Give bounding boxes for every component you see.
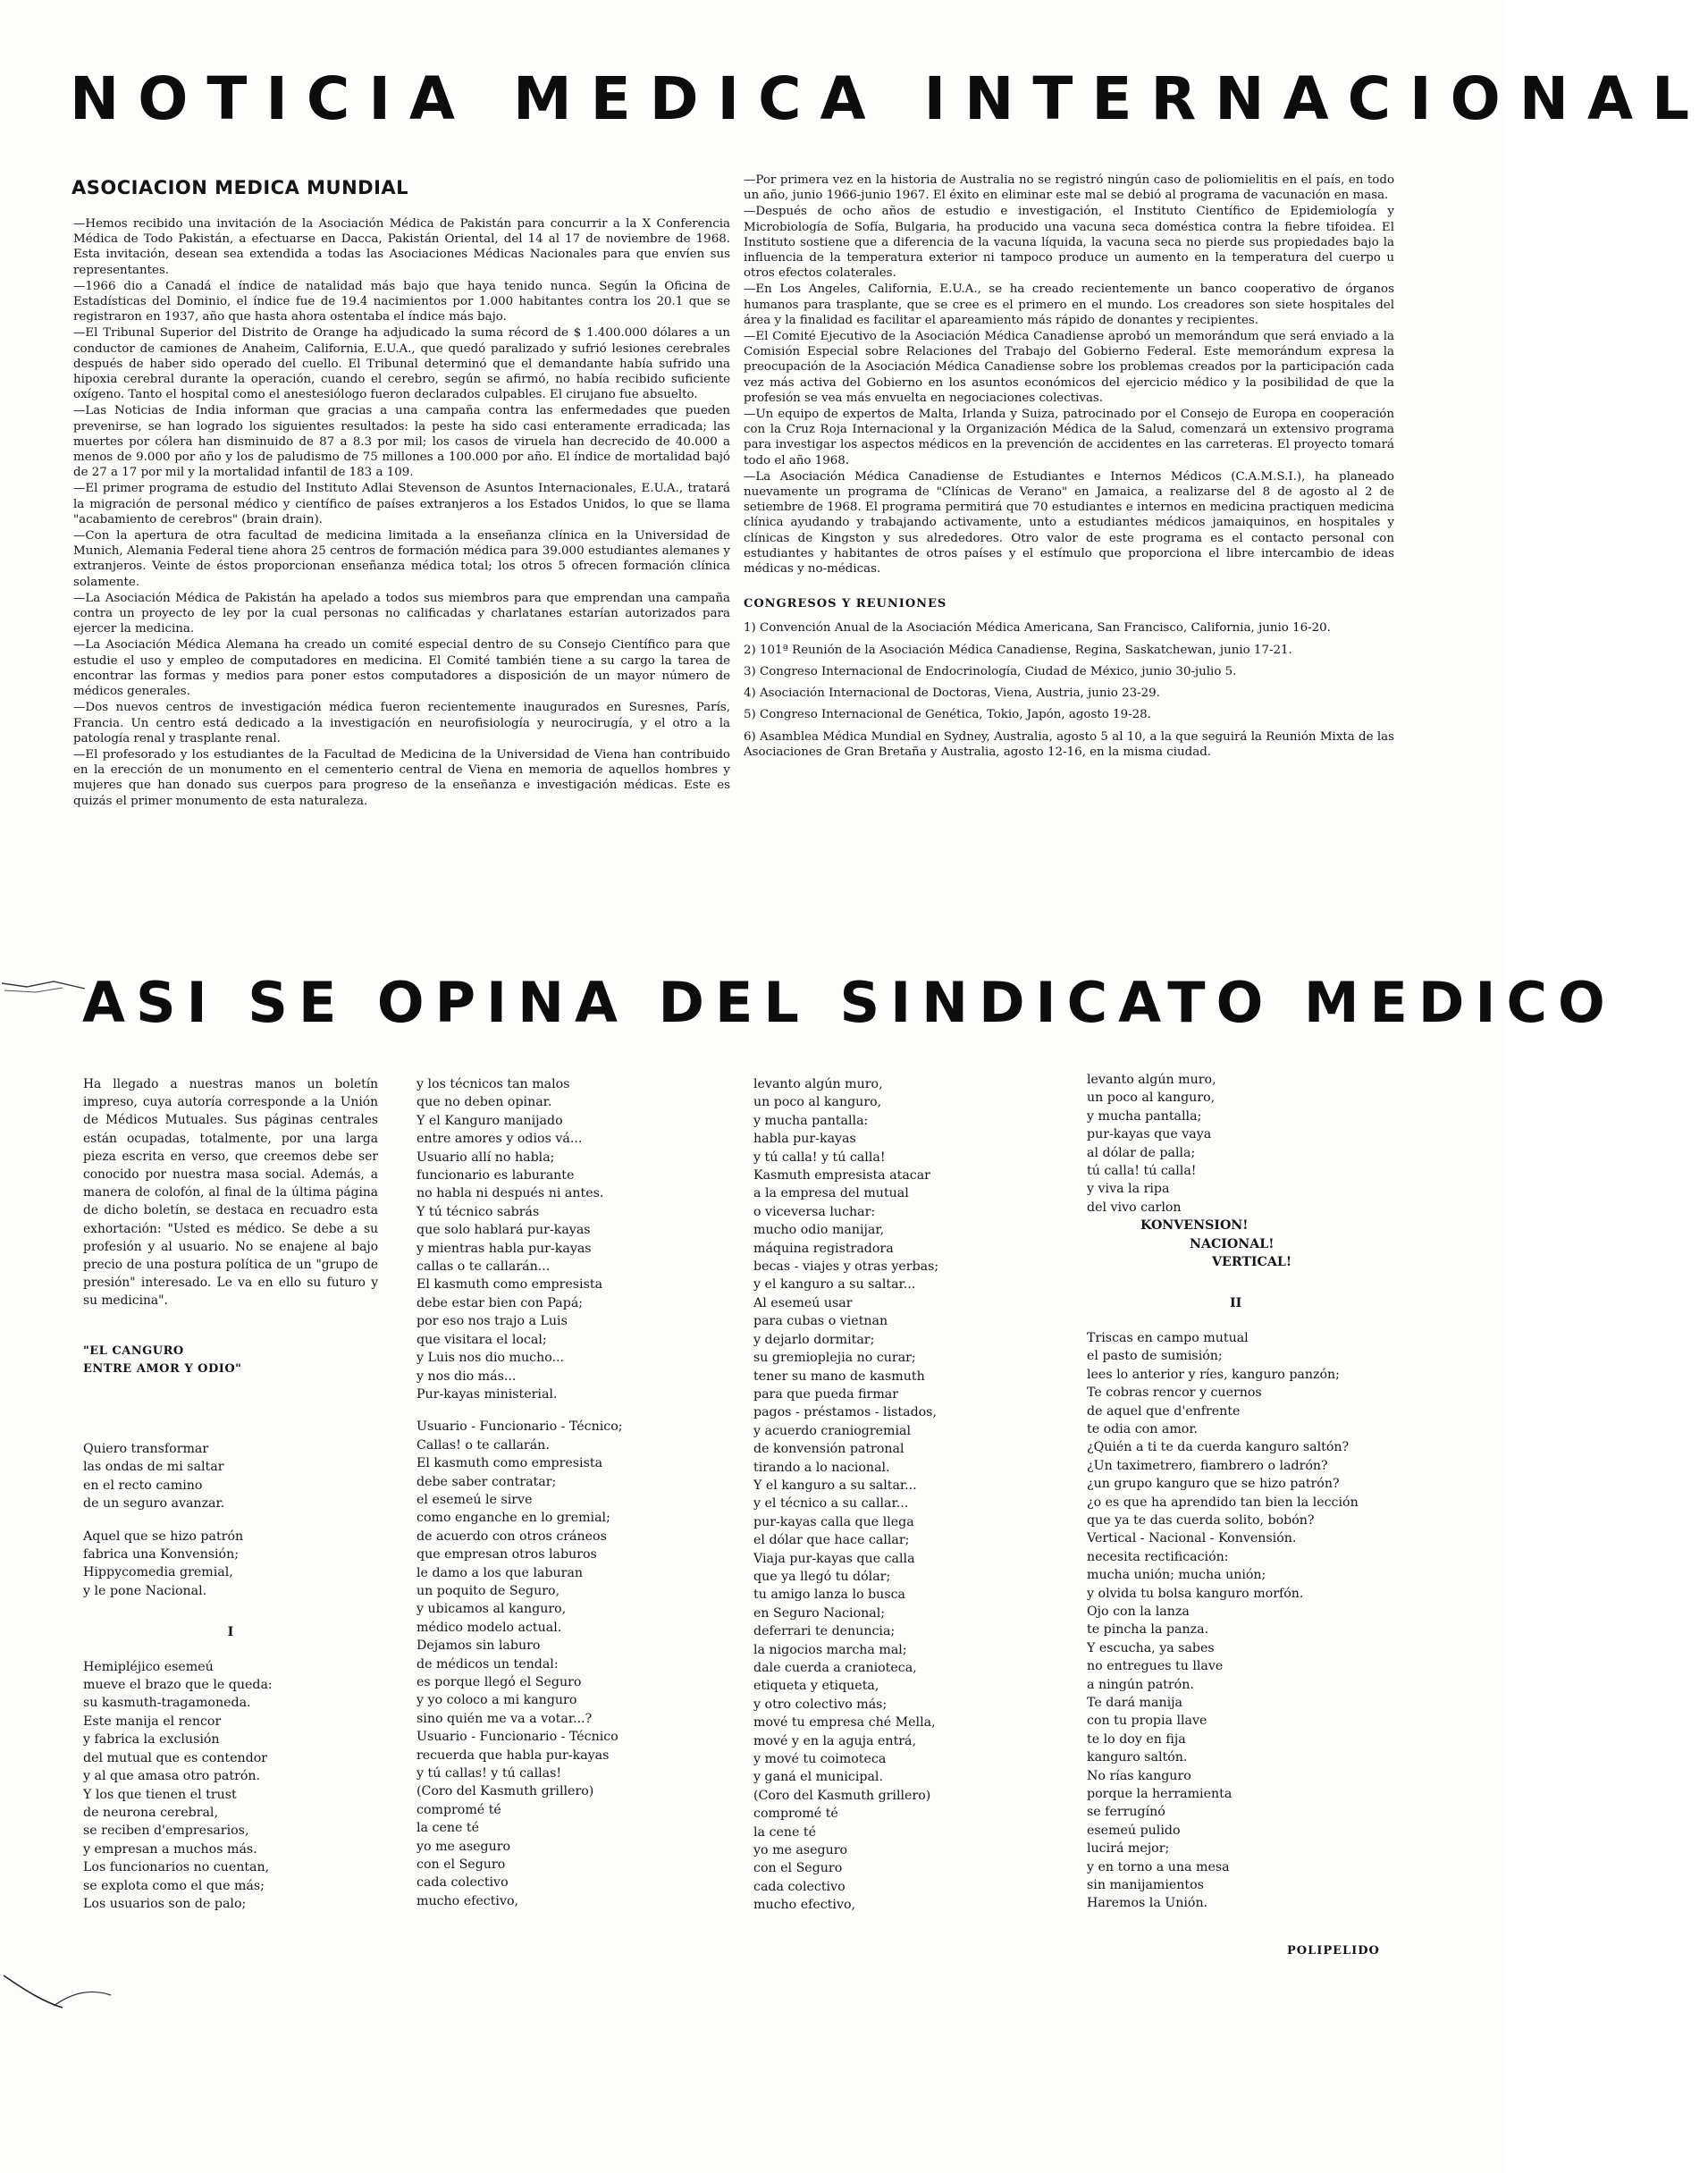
poem-line: cada colectivo — [416, 1875, 509, 1891]
article-title: ASI SE OPINA DEL SINDICATO MEDICO — [82, 970, 1616, 1035]
stanza — [753, 1075, 1048, 1915]
poem-line: del vivo carlon — [1087, 1200, 1182, 1215]
poem-line: debe saber contratar; — [416, 1474, 557, 1489]
news-paragraph: —El Comité Ejecutivo de la Asociación Médica Canadiense aprobó un memorándum que será enviado a la Comisión Especial sobre Relaciones del Trabajo del Gobierno Federal. Este memorándum expresa la preocupación de la Asociación Médica Canadiense sobre los problemas creados por la participación cada vez más activa del Gobierno en los asuntos económicos del ejercicio médico y la posibilidad de que la profesión se vea más envuelta en negociaciones colectivas. — [744, 330, 1394, 405]
poem-line: cada colectivo — [753, 1879, 846, 1894]
poem-line: dale cuerda a cranioteca, — [753, 1661, 917, 1675]
poem-line: un poco al kanguro, — [1087, 1091, 1216, 1106]
stanza — [83, 1658, 378, 1914]
poem-line: la cene té — [416, 1821, 479, 1836]
poem-line: Los funcionarios no cuentan, — [83, 1860, 270, 1875]
shout-line: NACIONAL! — [1190, 1236, 1275, 1251]
poem-line: mucho efectivo, — [416, 1893, 519, 1908]
poem-line: lucirá mejor; — [1087, 1841, 1170, 1857]
poem-line: que solo hablará pur-kayas — [416, 1223, 591, 1238]
poem-line: se explota como el que más; — [83, 1878, 265, 1893]
news-right-paragraphs — [744, 173, 1394, 577]
poem-line: ¿un grupo kanguro que se hizo patrón? — [1087, 1477, 1340, 1492]
poem-line: y fabrica la exclusión — [83, 1732, 220, 1748]
poem-line: lees lo anterior y ríes, kanguro panzón; — [1087, 1367, 1340, 1382]
poem-line: yo me aseguro — [416, 1839, 511, 1854]
poem-line: Usuario allí no habla; — [416, 1150, 555, 1165]
poem-line: no entregues tu llave — [1087, 1659, 1224, 1674]
poem-line: máquina registradora — [753, 1241, 894, 1256]
news-paragraph: —La Asociación Médica Alemana ha creado un comité especial dentro de su Consejo Científico para que estudie el uso y empleo de computadores en medicina. El Comité también tiene a su cargo la tarea de encontrar las formas y medios para poner estos computadores a disposición de un mayor número de médicos generales. — [73, 638, 730, 699]
poem-line: Este manija el rencor — [83, 1714, 222, 1729]
news-paragraph: —El Tribunal Superior del Distrito de Orange ha adjudicado la suma récord de $ 1.400.000 dólares a un conductor de camiones de Anaheim, California, E.U.A., que quedó paralizado y sufrió lesiones cerebrales después de haber sido operado del cuello. El Tribunal determinó que el demandante había sufrido una hipoxia cerebral durante la operación, cuando el cerebro, según se afirmó, no había recibido suficiente oxígeno. Tanto el hospital como el anestesiólogo fueron declarados culpables. El cirujano fue absuelto. — [73, 326, 730, 402]
poem-line: pur-kayas calla que llega — [753, 1514, 914, 1529]
poem-line: a ningún patrón. — [1087, 1677, 1194, 1692]
poem-line: en Seguro Nacional; — [753, 1605, 886, 1621]
poem-line: y en torno a una mesa — [1087, 1859, 1230, 1874]
congreso-item: 3) Congreso Internacional de Endocrinología, Ciudad de México, junio 30-julio 5. — [744, 664, 1237, 678]
poem-line: debe estar bien con Papá; — [416, 1295, 584, 1310]
poem-line: y nos dio más... — [416, 1369, 517, 1384]
poem-line: y Luis nos dio mucho... — [416, 1351, 565, 1366]
poem-line: habla pur-kayas — [753, 1132, 856, 1147]
section-numeral: I — [227, 1625, 234, 1640]
poem-line: levanto algún muro, — [753, 1077, 883, 1091]
section-numeral: II — [1230, 1296, 1242, 1311]
poem-line: su kasmuth-tragamoneda. — [83, 1696, 251, 1711]
congreso-item: 6) Asamblea Médica Mundial en Sydney, Australia, agosto 5 al 10, a la que seguirá la Reunión Mixta de las Asociaciones de Gran Bretaña y Australia, agosto 12-16, en la misma ciudad. — [744, 729, 1394, 759]
poem-line: funcionario es laburante — [416, 1168, 575, 1183]
poem-line: tu amigo lanza lo busca — [753, 1588, 906, 1603]
poem-line: con tu propia llave — [1087, 1714, 1207, 1729]
poem-line: Haremos la Unión. — [1087, 1896, 1208, 1911]
poem-line: Ojo con la lanza — [1087, 1604, 1190, 1619]
poem-column-3 — [753, 1075, 1048, 1915]
poem-line: que empresan otros laburos — [416, 1547, 597, 1562]
stanza — [416, 1075, 711, 1403]
poem-line: con el Seguro — [416, 1857, 506, 1873]
poem-line: del mutual que es contendor — [83, 1750, 268, 1765]
news-paragraph: —Después de ocho años de estudio e investigación, el Instituto Científico de Epidemiología y Microbiología de Sofía, Bulgaria, ha producido una vacuna seca doméstica contra la fiebre tifoidea. El Instituto sostiene que a diferencia de la vacuna líquida, la vacuna seca no pierde sus propiedades bajo la influencia de la temperatura exterior ni tampoco produce un aumento en la temperatura del cuerpo u otros efectos colaterales. — [744, 205, 1394, 281]
poem-line: mueve el brazo que le queda: — [83, 1678, 273, 1693]
poem-line: Usuario - Funcionario - Técnico — [416, 1730, 618, 1745]
poem-line: su gremioplejia no curar; — [753, 1351, 916, 1366]
poem-column-1 — [83, 1440, 378, 1913]
poem-line: Aquel que se hizo patrón — [83, 1529, 244, 1544]
poem-line: No rías kanguro — [1087, 1768, 1191, 1783]
poem-line: es porque llegó el Seguro — [416, 1675, 582, 1689]
congreso-item: 5) Congreso Internacional de Genética, Tokio, Japón, agosto 19-28. — [744, 708, 1151, 722]
news-paragraph: —En Los Angeles, California, E.U.A., se ha creado recientemente un banco cooperativo de órganos humanos para trasplante, que se cree es el primero en el mundo. Los creadores son siete hospitales del área y la finalidad es facilitar el apareamiento más rápido de donantes y recipientes. — [744, 282, 1394, 327]
congresos-heading: CONGRESOS Y REUNIONES — [744, 597, 947, 611]
poem-line: entre amores y odios vá... — [416, 1132, 583, 1147]
poem-line: y el técnico a su callar... — [753, 1496, 909, 1512]
poem-line: y yo coloco a mi kanguro — [416, 1693, 577, 1708]
poem-line: te odia con amor. — [1087, 1421, 1199, 1436]
poem-line: te lo doy en fija — [1087, 1731, 1186, 1747]
poem-line: mucho odio manijar, — [753, 1223, 885, 1238]
poem-line: y otro colectivo más; — [753, 1697, 888, 1712]
poem-line: mucha unión; mucha unión; — [1087, 1568, 1266, 1583]
poem-line: de konvensión patronal — [753, 1442, 904, 1457]
poem-line: Y tú técnico sabrás — [416, 1204, 540, 1219]
poem-line: al dólar de palla; — [1087, 1145, 1196, 1160]
news-column-left — [73, 216, 730, 810]
stanza — [1087, 1329, 1426, 1913]
poem-line: Dejamos sin laburo — [416, 1638, 541, 1654]
poem-line: te pincha la panza. — [1087, 1622, 1209, 1638]
poem-line: y viva la ripa — [1087, 1182, 1170, 1197]
poem-line: Vertical - Nacional - Konvensión. — [1087, 1531, 1297, 1546]
congresos-list — [744, 620, 1394, 759]
poem-line: se reciben d'empresarios, — [83, 1823, 249, 1839]
shout-line: VERTICAL! — [1212, 1255, 1292, 1270]
poem-line: recuerda que habla pur-kayas — [416, 1748, 610, 1763]
poem-line: y los técnicos tan malos — [416, 1077, 570, 1091]
news-paragraph: —Con la apertura de otra facultad de medicina limitada a la enseñanza clínica en la Universidad de Munich, Alemania Federal tiene ahora 25 centros de formación médica para 39.000 estudiantes alemanes y extranjeros. Veinte de éstos proporcionan enseñanza médica total; los otros 5 ofrecen formación clínica solamente. — [73, 529, 730, 589]
congreso-item: 2) 101ª Reunión de la Asociación Médica Canadiense, Regina, Saskatchewan, junio 17-21. — [744, 643, 1292, 657]
poem-line: levanto algún muro, — [1087, 1073, 1216, 1087]
poem-line: tener su mano de kasmuth — [753, 1369, 925, 1384]
poem-line: yo me aseguro — [753, 1843, 848, 1858]
poem-line: para que pueda firmar — [753, 1386, 899, 1402]
poem-line: esemeú pulido — [1087, 1823, 1181, 1838]
poem-line: Quiero transformar — [83, 1442, 209, 1456]
poem-line: Callas! o te callarán. — [416, 1437, 550, 1453]
news-paragraph: —Dos nuevos centros de investigación médica fueron recientemente inaugurados en Suresnes, París, Francia. Un centro está dedicado a la investigación en neurofisiología y neurocirugía, y el otro a la patología renal y trasplante renal. — [73, 701, 730, 745]
poem-line: Y el Kanguro manijado — [416, 1113, 563, 1128]
poem-line: y le pone Nacional. — [83, 1583, 207, 1598]
poem-line: el dólar que hace callar; — [753, 1533, 910, 1548]
poem-line: (Coro del Kasmuth grillero) — [753, 1788, 931, 1803]
poem-line: la nigocios marcha mal; — [753, 1642, 907, 1657]
poem-line: la cene té — [753, 1824, 816, 1840]
poem-line: kanguro saltón. — [1087, 1750, 1188, 1765]
poem-line: y tú calla! y tú calla! — [753, 1150, 886, 1165]
poem-line: Hippycomedia gremial, — [83, 1565, 233, 1580]
poem-line: porque la herramienta — [1087, 1787, 1233, 1802]
poem-line: le damo a los que laburan — [416, 1565, 584, 1580]
poem-line: y ganá el municipal. — [753, 1770, 883, 1785]
poem-title-line: ENTRE AMOR Y ODIO" — [83, 1361, 242, 1376]
author-signature: POLIPELIDO — [1287, 1944, 1380, 1958]
poem-line: y mientras habla pur-kayas — [416, 1241, 592, 1256]
poem-line: pagos - préstamos - listados, — [753, 1405, 937, 1420]
poem-line: ¿o es que ha aprendido tan bien la lección — [1087, 1495, 1359, 1510]
ink-scratch-mark — [0, 974, 89, 1010]
poem-column-4 — [1087, 1071, 1426, 1913]
poem-line: ¿Quién a ti te da cuerda kanguro saltón? — [1087, 1440, 1350, 1455]
poem-line: como enganche en lo gremial; — [416, 1511, 610, 1526]
poem-line: un poco al kanguro, — [753, 1095, 882, 1110]
poem-line: necesita rectificación: — [1087, 1549, 1229, 1564]
ink-scratch-mark — [0, 1949, 125, 2011]
poem-line: las ondas de mi saltar — [83, 1460, 224, 1475]
congreso-item: 4) Asociación Internacional de Doctoras, Viena, Austria, junio 23-29. — [744, 686, 1160, 701]
poem-line: pur-kayas que vaya — [1087, 1127, 1212, 1142]
news-paragraph: —Hemos recibido una invitación de la Asociación Médica de Pakistán para concurrir a la X Conferencia Médica de Todo Pakistán, a efectuarse en Dacca, Pakistán Oriental, del 14 al 17 de noviembre de 1968. Esta invitación, desean sea extendida a todas las Asociaciones Médicas Nacionales para que envíen sus representantes. — [73, 217, 730, 277]
poem-line: El kasmuth como empresista — [416, 1456, 603, 1471]
poem-column-2 — [416, 1075, 711, 1910]
poem-line: y ubicamos al kanguro, — [416, 1602, 567, 1617]
news-paragraph: —Por primera vez en la historia de Australia no se registró ningún caso de poliomielitis en el país, en todo un año, junio 1966-junio 1967. El éxito en eliminar este mal se debió al programa de vacunación en masa. — [744, 173, 1394, 203]
stanza — [83, 1440, 378, 1513]
poem-line: que ya te das cuerda solito, bobón? — [1087, 1512, 1315, 1528]
news-paragraph: —La Asociación Médica de Pakistán ha apelado a todos sus miembros para que emprendan una campaña contra un proyecto de ley por la cual personas no calificadas y charlatanes estarían autorizados para ejercer la medicina. — [73, 591, 730, 636]
poem-line: mové tu empresa ché Mella, — [753, 1715, 936, 1731]
poem-line: ¿Un taximetrero, fiambrero o ladrón? — [1087, 1458, 1328, 1473]
intro-text: Ha llegado a nuestras manos un boletín impreso, cuya autoría corresponde a la Unión de Médicos Mutuales. Sus páginas centrales están ocupadas, totalmente, por una larga pieza escrita en verso, que creemos debe ser conocido por nuestra masa social. Además, a manera de colofón, al final de la última página de dicho boletín, se destaca en recuadro esta exhortación: "Usted es médico. Se debe a su profesión y al usuario. No se enajene al bajo precio de una postura política de un "grupo de presión" interesado. Le va en ello su futuro y su medicina". — [83, 1077, 378, 1309]
poem-line: de médicos un tendal: — [416, 1656, 559, 1672]
poem-line: o viceversa luchar: — [753, 1204, 876, 1219]
poem-line: por eso nos trajo a Luis — [416, 1314, 568, 1329]
poem-line: y el kanguro a su saltar... — [753, 1277, 916, 1293]
poem-line: médico modelo actual. — [416, 1620, 562, 1635]
news-paragraph: —El profesorado y los estudiantes de la Facultad de Medicina de la Universidad de Viena han contribuido en la erección de un monumento en el cementerio central de Viena en memoria de aquellos hombres y mujeres que han donado sus cuerpos para progreso de la enseñanza e investigación médicas. Este es quizás el primer monumento de esta naturaleza. — [73, 747, 730, 808]
poem-line: a la empresa del mutual — [753, 1186, 909, 1201]
congreso-item: 1) Convención Anual de la Asociación Médica Americana, San Francisco, California, junio 16-20. — [744, 621, 1331, 636]
poem-line: El kasmuth como empresista — [416, 1277, 603, 1293]
poem-line: que ya llegó tu dólar; — [753, 1569, 891, 1584]
poem-line: Te cobras rencor y cuernos — [1087, 1385, 1262, 1401]
poem-line: (Coro del Kasmuth grillero) — [416, 1784, 594, 1799]
news-paragraph: —Las Noticias de India informan que gracias a una campaña contra las enfermedades que pueden prevenirse, se han logrado los siguientes resultados: la peste ha sido casi enteramente erradicada; las muertes por cólera han disminuido de 87 a 8.3 por mil; los casos de viruela han decrecido de 40.000 a menos de 9.000 por año y los de paludismo de 75 millones a 100.000 por año. El índice de mortalidad bajó de 27 a 17 por mil y la mortalidad infantil de 183 a 109. — [73, 404, 730, 480]
poem-line: Triscas en campo mutual — [1087, 1330, 1249, 1345]
poem-line: de aquel que d'enfrente — [1087, 1403, 1241, 1419]
poem-line: con el Seguro — [753, 1861, 843, 1876]
poem-line: para cubas o vietnan — [753, 1314, 888, 1329]
poem-line: y mové tu coimoteca — [753, 1752, 887, 1767]
poem-line: etiqueta y etiqueta, — [753, 1679, 879, 1694]
poem-line: un poquito de Seguro, — [416, 1583, 560, 1598]
poem-line: y empresan a muchos más. — [83, 1841, 257, 1857]
poem-line: Usuario - Funcionario - Técnico; — [416, 1419, 623, 1435]
poem-line: y tú callas! y tú callas! — [416, 1766, 562, 1781]
poem-line: de un seguro avanzar. — [83, 1496, 225, 1512]
article-intro — [83, 1075, 378, 1378]
poem-line: Los usuarios son de palo; — [83, 1896, 247, 1911]
news-paragraph: —La Asociación Médica Canadiense de Estudiantes e Internos Médicos (C.A.M.S.I.), ha planeado nuevamente un programa de "Clínicas de Verano" en Jamaica, a realizarse del 8 de agosto al 2 de setiembre de 1968. El programa permitirá que 70 estudiantes e internos en medicina practiquen medicina clínica ayudando y trabajando activamente, unto a estudiantes médicos jamaiquinos, en hospitales y clínicas de Kingston y sus alrededores. Otro valor de este programa es el contacto personal con estudiantes y habitantes de otros países y el estímulo que proporciona el libre intercambio de ideas médicas y no-médicas. — [744, 469, 1394, 577]
poem-line: deferrari te denuncia; — [753, 1624, 896, 1639]
section-heading: ASOCIACION MEDICA MUNDIAL — [72, 177, 409, 198]
poem-line: tirando a lo nacional. — [753, 1460, 890, 1475]
poem-line: Pur-kayas ministerial. — [416, 1386, 558, 1402]
poem-line: y mucha pantalla: — [753, 1113, 869, 1128]
shout-line: KONVENSION! — [1140, 1218, 1249, 1234]
poem-line: Hemipléjico esemeú — [83, 1659, 214, 1674]
poem-line: Al esemeú usar — [753, 1295, 853, 1310]
poem-line: mové y en la aguja entrá, — [753, 1733, 917, 1748]
news-paragraph: —El primer programa de estudio del Instituto Adlai Stevenson de Asuntos Internacionales, E.U.A., tratará la migración de personal médico y científico de países extranjeros a los Estados Unidos, lo que se llama "acabamiento de cerebros" (brain drain). — [73, 482, 730, 526]
news-paragraph: —1966 dio a Canadá el índice de natalidad más bajo que haya tenido nunca. Según la Oficina de Estadísticas del Dominio, el índice fue de 19.4 nacimientos por 1.000 habitantes contra los 20.1 que se registraron en 1937, año que hasta ahora ostentaba el índice más bajo. — [73, 279, 730, 324]
poem-title — [83, 1343, 378, 1378]
poem-line: tú calla! tú calla! — [1087, 1164, 1197, 1179]
poem-line: que no deben opinar. — [416, 1095, 552, 1110]
poem-line: becas - viajes y otras yerbas; — [753, 1259, 939, 1275]
news-paragraph: —Un equipo de expertos de Malta, Irlanda y Suiza, patrocinado por el Consejo de Europa en cooperación con la Cruz Roja Internacional y la Organización Médica de la Salud, comenzará un extensivo programa para investigar los aspectos médicos en la prevención de accidentes en las carreteras. El proyecto tomará todo el año 1968. — [744, 408, 1394, 467]
poem-line: Kasmuth empresista atacar — [753, 1168, 930, 1183]
poem-line: el esemeú le sirve — [416, 1492, 533, 1507]
poem-line: compromé té — [416, 1802, 501, 1817]
poem-line: Viaja pur-kayas que calla — [753, 1551, 915, 1566]
poem-line: Te dará manija — [1087, 1696, 1183, 1710]
stanza — [416, 1418, 711, 1910]
poem-line: Y los que tienen el trust — [83, 1787, 237, 1802]
poem-line: y al que amasa otro patrón. — [83, 1769, 261, 1784]
poem-line: en el recto camino — [83, 1478, 203, 1493]
poem-line: no habla ni después ni antes. — [416, 1186, 604, 1201]
stanza — [1087, 1071, 1426, 1217]
poem-line: sin manijamientos — [1087, 1878, 1204, 1893]
poem-line: de neurona cerebral, — [83, 1805, 218, 1820]
poem-line: compromé té — [753, 1807, 838, 1822]
poem-line: el pasto de sumisión; — [1087, 1349, 1223, 1364]
poem-line: sino quién me va a votar...? — [416, 1711, 593, 1726]
poem-line: Y el kanguro a su saltar... — [753, 1478, 917, 1493]
poem-line: se ferrugínó — [1087, 1805, 1165, 1820]
poem-line: callas o te callarán... — [416, 1259, 551, 1275]
shout-lines — [1140, 1217, 1426, 1271]
poem-line: y acuerdo craniogremial — [753, 1423, 912, 1438]
poem-line: y olvida tu bolsa kanguro morfón. — [1087, 1586, 1304, 1601]
poem-line: que visitara el local; — [416, 1332, 547, 1347]
poem-line: Y escucha, ya sabes — [1087, 1640, 1215, 1655]
poem-line: y mucha pantalla; — [1087, 1108, 1202, 1124]
news-column-right — [744, 173, 1394, 766]
poem-title-line: "EL CANGURO — [83, 1343, 184, 1358]
stanza — [83, 1528, 378, 1601]
poem-line: de acuerdo con otros cráneos — [416, 1529, 607, 1544]
poem-line: y dejarlo dormitar; — [753, 1332, 875, 1347]
page-title: NOTICIA MEDICA INTERNACIONAL — [70, 64, 1708, 133]
poem-line: fabrica una Konvensión; — [83, 1547, 239, 1562]
poem-line: mucho efectivo, — [753, 1898, 856, 1913]
